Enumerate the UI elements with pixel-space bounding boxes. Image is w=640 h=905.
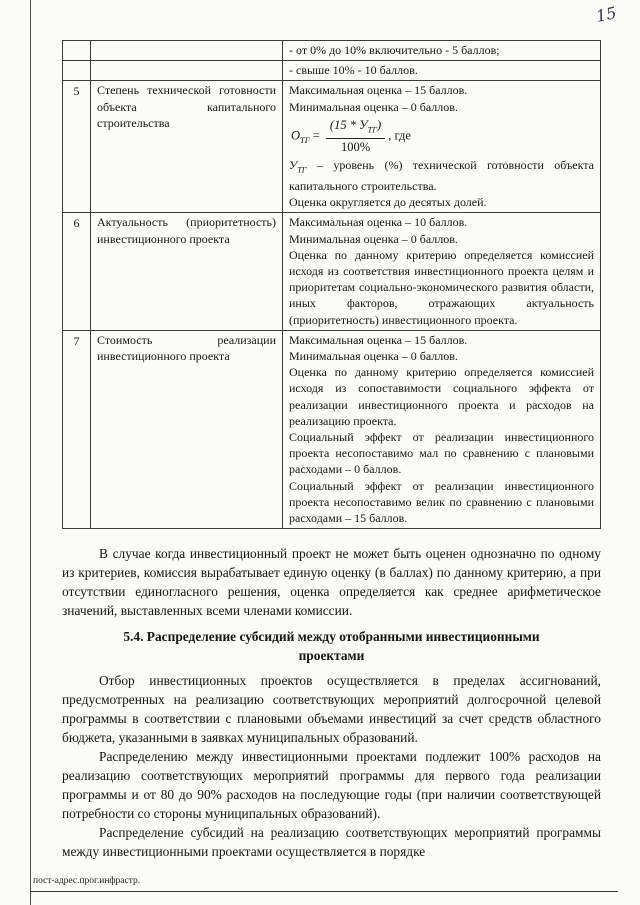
row-number-cell: 6	[63, 213, 91, 330]
empty-number-cell	[63, 41, 91, 61]
score-cell	[283, 213, 601, 330]
footer-note: пост-адрес.прог.инфрастр.	[33, 876, 141, 886]
score-paragraph: Минимальная оценка – 0 баллов.	[289, 348, 458, 363]
empty-criterion-cell	[91, 41, 283, 61]
score-option: - от 0% до 10% включительно - 5 баллов;	[289, 43, 500, 57]
score-option: - свыше 10% - 10 баллов.	[289, 63, 418, 78]
formula-lhs: О	[291, 128, 301, 143]
score-option-cell	[283, 41, 601, 61]
table-row	[63, 213, 601, 330]
carryover-row	[63, 41, 601, 61]
formula-fraction	[326, 118, 385, 156]
formula-tail: , где	[388, 128, 411, 143]
score-paragraph	[289, 157, 594, 194]
readiness-formula	[291, 118, 594, 156]
variable-subscript: ТГ	[297, 164, 307, 175]
criteria-table	[62, 40, 601, 529]
section-heading: 5.4. Распределение субсидий между отобранными инвестиционными проектами	[123, 629, 540, 664]
body-paragraph: Распределение субсидий на реализацию соответствующих мероприятий программы между инвестиционными проектами осуществляется в порядке	[62, 825, 601, 860]
empty-number-cell	[63, 61, 91, 81]
handwritten-page-number: 15	[593, 3, 618, 26]
carryover-row	[63, 61, 601, 81]
empty-criterion-cell	[91, 61, 283, 81]
score-cell	[283, 330, 601, 528]
score-paragraph: Минимальная оценка – 0 баллов.	[289, 231, 458, 246]
criterion-text: Степень технической готовности объекта капитального строительства	[97, 83, 276, 130]
page-content	[62, 40, 601, 861]
formula-equals: =	[312, 128, 320, 143]
body-paragraph: Отбор инвестиционных проектов осуществляется в пределах ассигнований, предусмотренных на реализацию соответствующих мероприятий долгосрочной целевой программы в соответствии с плановыми объемами инвестиций за счет средств областного бюджета, указанными в заявках муниципальных образований.	[62, 673, 601, 746]
score-option-cell	[283, 61, 601, 81]
score-paragraph: Минимальная оценка – 0 баллов.	[289, 99, 458, 114]
score-paragraph: Социальный эффект от реализации инвестиционного проекта несопоставимо велик по сравнению с плановыми расходами – 15 баллов.	[289, 478, 594, 525]
score-paragraph: Оценка по данному критерию определяется комиссией исходя из соответствия инвестиционного проекта целям и приоритетам социально-экономического развития области, иных факторов, отражающих актуальность (приоритетность) инвестиционного проекта.	[289, 247, 594, 327]
row-number-cell: 7	[63, 330, 91, 528]
score-cell	[283, 81, 601, 213]
score-paragraph: Оценка по данному критерию определяется комиссией исходя из сопоставимости социального эффекта от реализации инвестиционного проекта и расходов на реализацию проекта.	[289, 365, 594, 428]
formula-lhs-subscript: ТГ	[300, 134, 310, 145]
formula-denominator: 100%	[340, 140, 371, 155]
criterion-cell	[91, 81, 283, 213]
variable-definition: – уровень (%) технической готовности объекта капитального строительства.	[289, 158, 594, 193]
criterion-cell	[91, 330, 283, 528]
variable-symbol: У	[289, 158, 298, 173]
bottom-margin-rule	[30, 891, 618, 892]
table-row	[63, 330, 601, 528]
row-number-cell: 5	[63, 81, 91, 213]
body-paragraph: Распределению между инвестиционными проектами подлежит 100% расходов на реализацию соответствующих мероприятий программы для первого года реализации программы и от 80 до 90% расходов на последующие годы (при наличии соответствующей потребности со стороны муниципальных образований).	[62, 749, 601, 822]
criterion-text: Актуальность (приоритетность) инвестиционного проекта	[97, 215, 276, 246]
criterion-text: Стоимость реализации инвестиционного проекта	[97, 332, 276, 363]
left-margin-rule	[30, 0, 31, 905]
numerator-close: )	[377, 117, 382, 132]
numerator-text: (15 * У	[329, 117, 368, 132]
score-paragraph: Оценка округляется до десятых долей.	[289, 195, 487, 210]
score-paragraph: Максимальная оценка – 10 баллов.	[289, 215, 468, 230]
body-text	[62, 544, 601, 861]
score-paragraph: Социальный эффект от реализации инвестиционного проекта несопоставимо мал по сравнению с плановыми расходами – 0 баллов.	[289, 429, 594, 477]
body-paragraph: В случае когда инвестиционный проект не может быть оценен однозначно по одному из критериев, комиссия вырабатывает единую оценку (в баллах) по данному критерию, а при отсутствии единогласного решения, оценка определяется как среднее арифметическое значений, выставленных всеми членами комиссии.	[62, 546, 601, 619]
score-paragraph: Максимальная оценка – 15 баллов.	[289, 83, 468, 98]
table-row	[63, 81, 601, 213]
numerator-subscript: ТГ	[367, 124, 378, 135]
formula-numerator	[326, 118, 385, 140]
score-paragraph: Максимальная оценка – 15 баллов.	[289, 332, 468, 347]
criterion-cell	[91, 213, 283, 330]
